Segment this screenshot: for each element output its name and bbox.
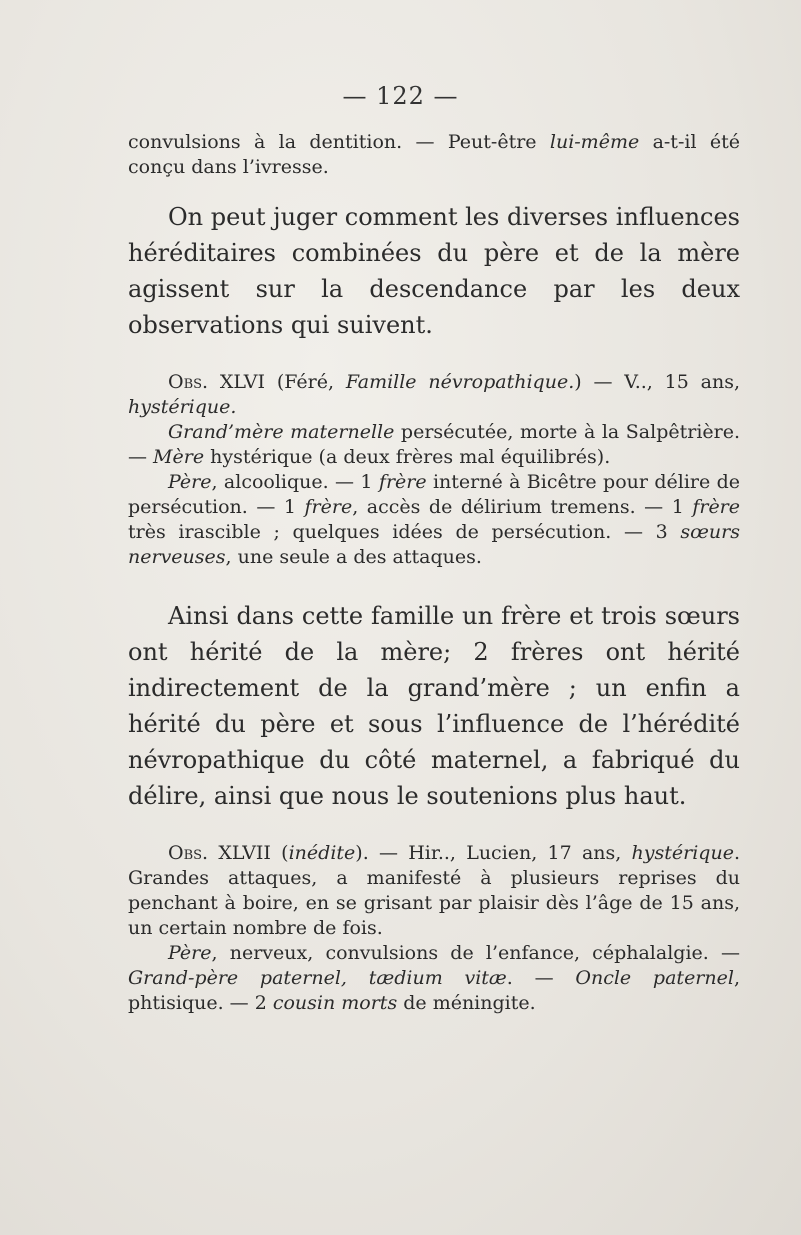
obs47-father-line: Père, nerveux, convulsions de l’enfance, céphalalgie. — Grand-père paternel, tædium vitæ. — Oncle paternel, phtisique. — 2 cousin morts de méningite. bbox=[128, 942, 740, 1014]
paragraph-commentary: Ainsi dans cette famille un frère et trois sœurs ont hérité de la mère; 2 frères ont hérité indirectement de la grand’mère ; un enfin a hérité du père et sous l’influence de l’hérédité névropathique du côté maternel, a fabriqué du délire, ainsi que nous le soutenions plus haut. bbox=[128, 602, 740, 810]
paragraph-intro: On peut juger comment les diverses influences héréditaires combinées du père et de la mère agissent sur la descendance par les deux observations qui suivent. bbox=[128, 203, 740, 339]
observation-46 bbox=[128, 370, 740, 570]
obs46-grandmother-line: Grand’mère maternelle persécutée, morte à la Salpêtrière. — Mère hystérique (a deux frères mal équilibrés). bbox=[128, 421, 741, 468]
obs46-father-line: Père, alcoolique. — 1 frère interné à Bicêtre pour délire de persécution. — 1 frère, accès de délirium tremens. — 1 frère très irascible ; quelques idées de persécution. — 3 sœurs nerveuses, une seule a des attaques. bbox=[128, 471, 741, 568]
obs47-heading-line: Obs. XLVII (inédite). — Hir.., Lucien, 17 ans, hystérique. Grandes attaques, a manifesté à plusieurs reprises du penchant à boire, en se grisant par plaisir dès l’âge de 15 ans, un certain nombre de fois. bbox=[128, 842, 740, 939]
obs46-heading-line: Obs. XLVI (Féré, Famille névropathique.) — V.., 15 ans, hystérique. bbox=[128, 371, 741, 418]
paragraph-continuation: convulsions à la dentition. — Peut-être lui-même a-t-il été conçu dans l’ivresse. bbox=[128, 131, 740, 178]
observation-47 bbox=[128, 841, 740, 1016]
page-number: — 122 — bbox=[342, 82, 459, 110]
